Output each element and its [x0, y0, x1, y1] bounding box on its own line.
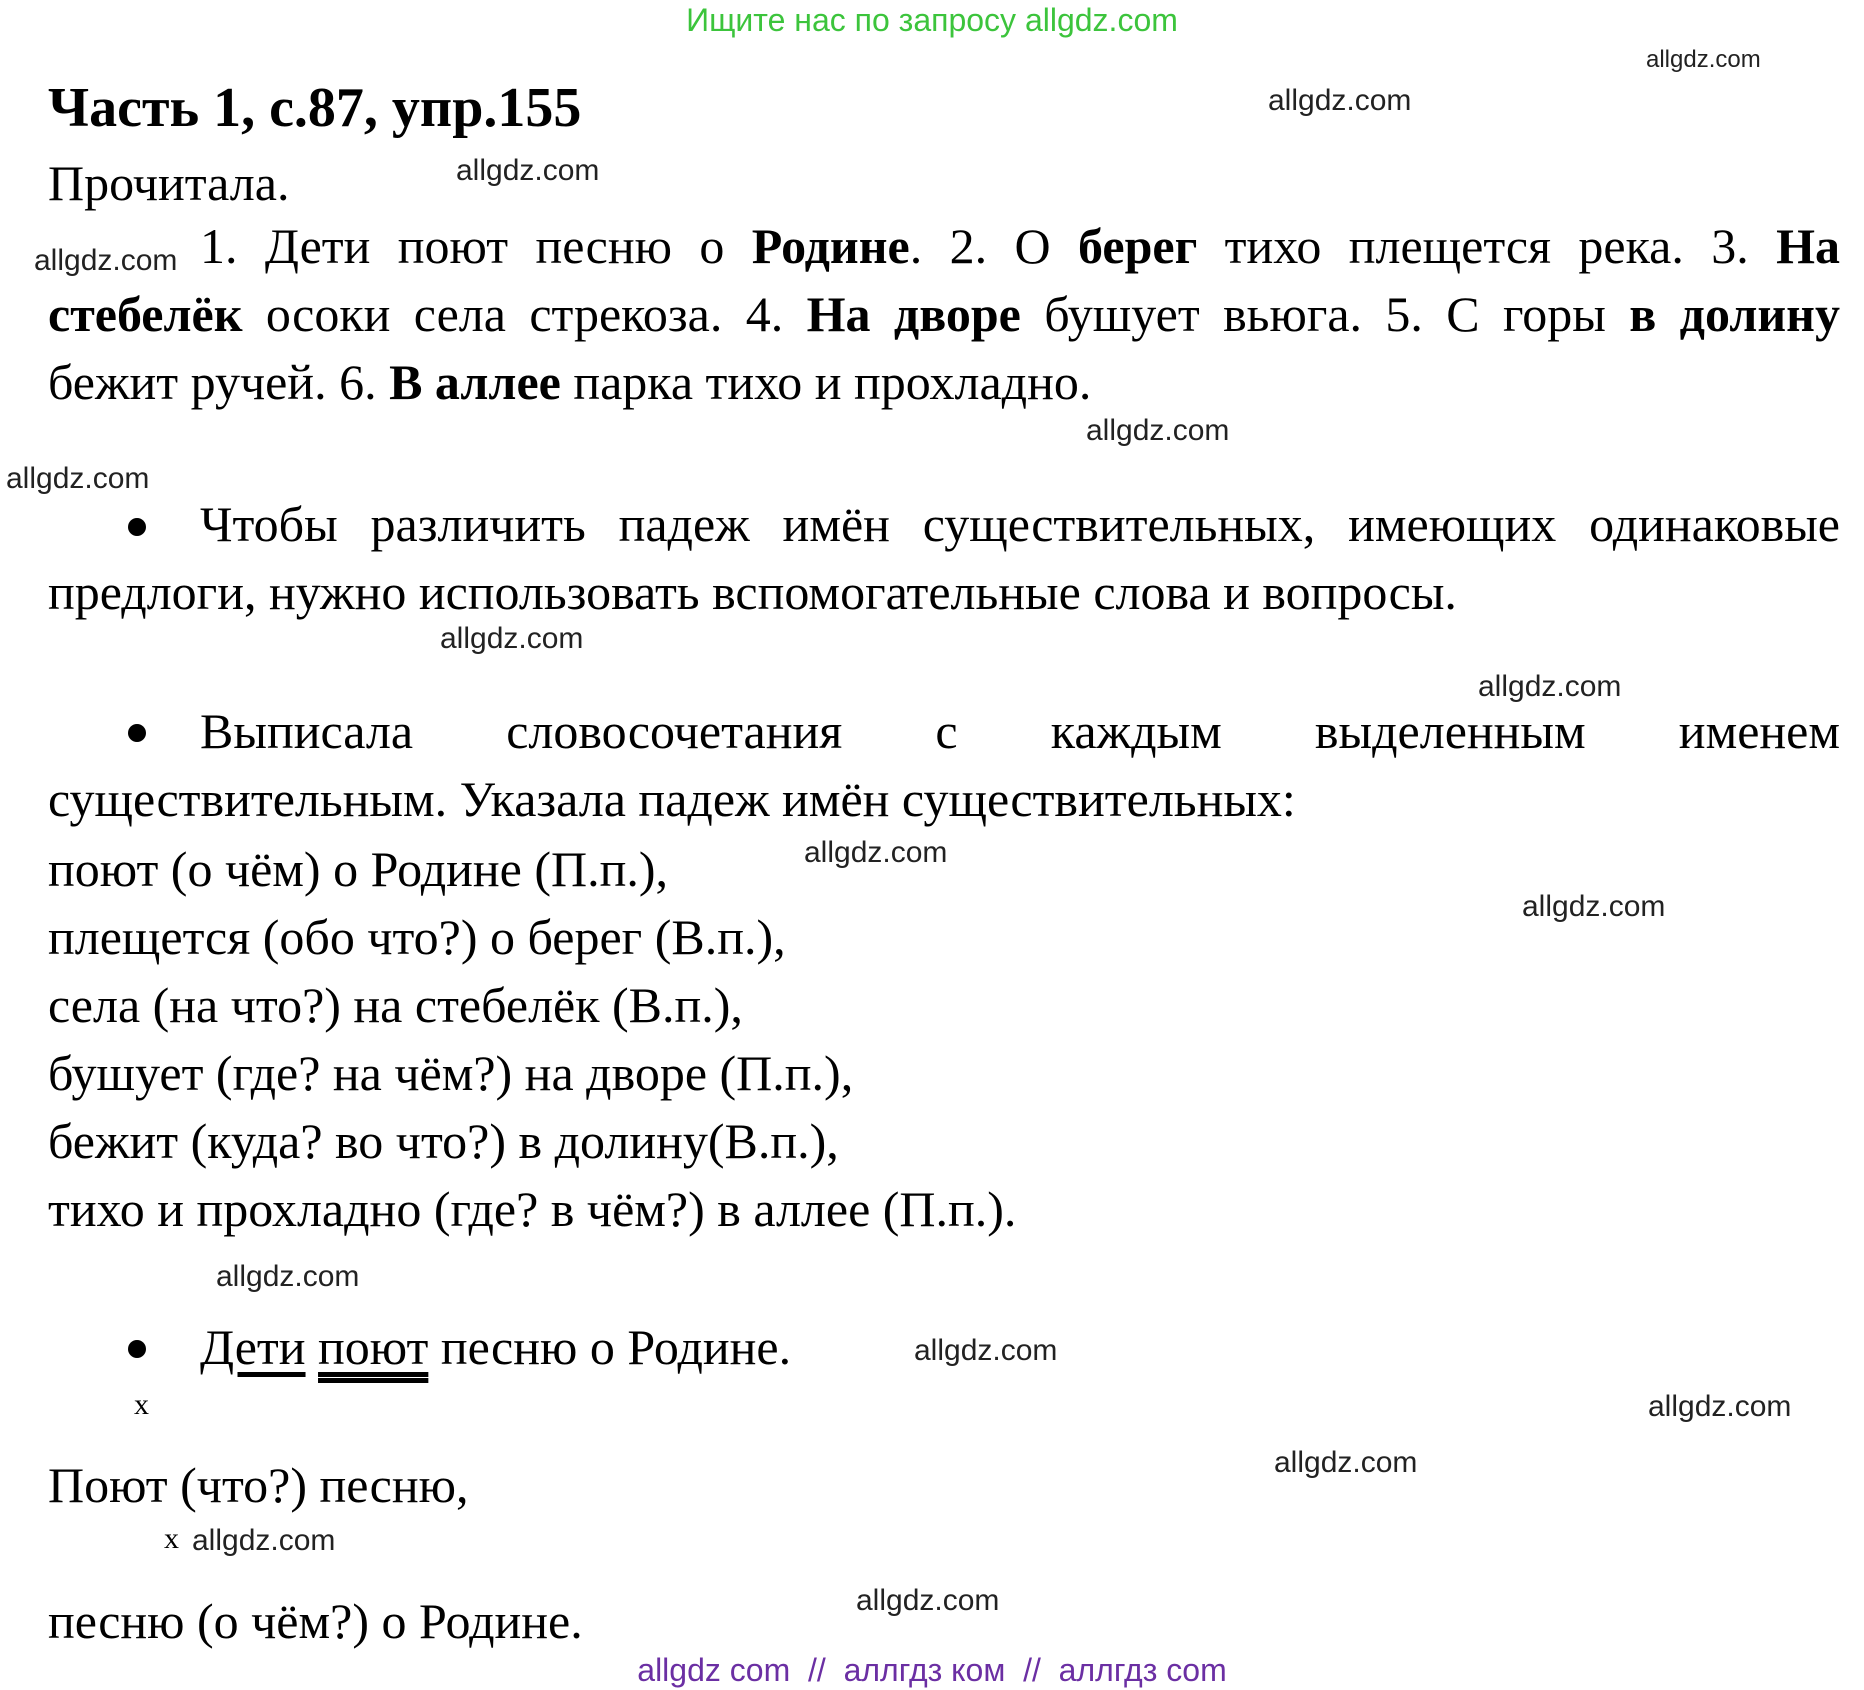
- watermark: allgdz.com: [1646, 46, 1761, 73]
- predicate-word: поют: [318, 1319, 429, 1375]
- pair-line: песню (о чём?) о Родине.: [48, 1593, 583, 1649]
- subject-word: Дети: [200, 1319, 306, 1375]
- watermark: allgdz.com: [456, 154, 600, 187]
- bottom-banner: allgdz com // аллгдз ком // аллгдз com: [637, 1652, 1227, 1688]
- phrase-line: поют (о чём) о Родине (П.п.),: [48, 841, 669, 897]
- parsed-sentence: Дети поют песню о Родине.: [200, 1319, 792, 1375]
- x-mark: х: [134, 1388, 149, 1421]
- watermark: allgdz.com: [1086, 414, 1230, 447]
- watermark: allgdz.com: [856, 1584, 1000, 1617]
- exercise-sentences: 1. Дети поют песню о Родине. 2. О берег тихо плещется река. 3. На стебелёк осоки села стрекоза. 4. На дворе бушует вьюга. 5. С горы в долину бежит ручей. 6. В аллее парка тихо и прохладно.: [48, 218, 1841, 410]
- pair-line: Поют (что?) песню,: [48, 1457, 469, 1513]
- watermark: allgdz.com: [1268, 84, 1412, 117]
- watermark: allgdz.com: [1274, 1446, 1418, 1479]
- phrase-line: села (на что?) на стебелёк (В.п.),: [48, 977, 743, 1033]
- page-title: Часть 1, с.87, упр.155: [48, 77, 582, 139]
- watermark: allgdz.com: [804, 836, 948, 869]
- watermark: allgdz.com: [914, 1334, 1058, 1367]
- phrase-line: бежит (куда? во что?) в долину(В.п.),: [48, 1113, 839, 1169]
- phrase-line: тихо и прохладно (где? в чём?) в аллее (П.п.).: [48, 1181, 1017, 1237]
- bullet-2-text: Выписала словосочетания с каждым выделенным именем существительным. Указала падеж имён существительных:: [48, 703, 1840, 827]
- phrase-line: плещется (обо что?) о берег (В.п.),: [48, 909, 786, 965]
- watermark: allgdz.com: [440, 622, 584, 655]
- search-banner: Ищите нас по запросу allgdz.com: [686, 2, 1178, 38]
- watermark: allgdz.com: [1648, 1390, 1792, 1423]
- watermark: allgdz.com: [216, 1260, 360, 1293]
- x-mark: х: [164, 1522, 179, 1555]
- watermark: allgdz.com: [192, 1524, 336, 1557]
- watermark: allgdz.com: [1522, 890, 1666, 923]
- watermark: allgdz.com: [6, 462, 150, 495]
- watermark: allgdz.com: [1478, 670, 1622, 703]
- bullet-1-text: Чтобы различить падеж имён существительных, имеющих одинаковые предлоги, нужно использовать вспомогательные слова и вопросы.: [48, 496, 1840, 620]
- read-note: Прочитала.: [48, 155, 290, 211]
- bullet-3: [128, 1340, 146, 1358]
- watermark: allgdz.com: [34, 244, 178, 277]
- phrase-line: бушует (где? на чём?) на дворе (П.п.),: [48, 1045, 854, 1101]
